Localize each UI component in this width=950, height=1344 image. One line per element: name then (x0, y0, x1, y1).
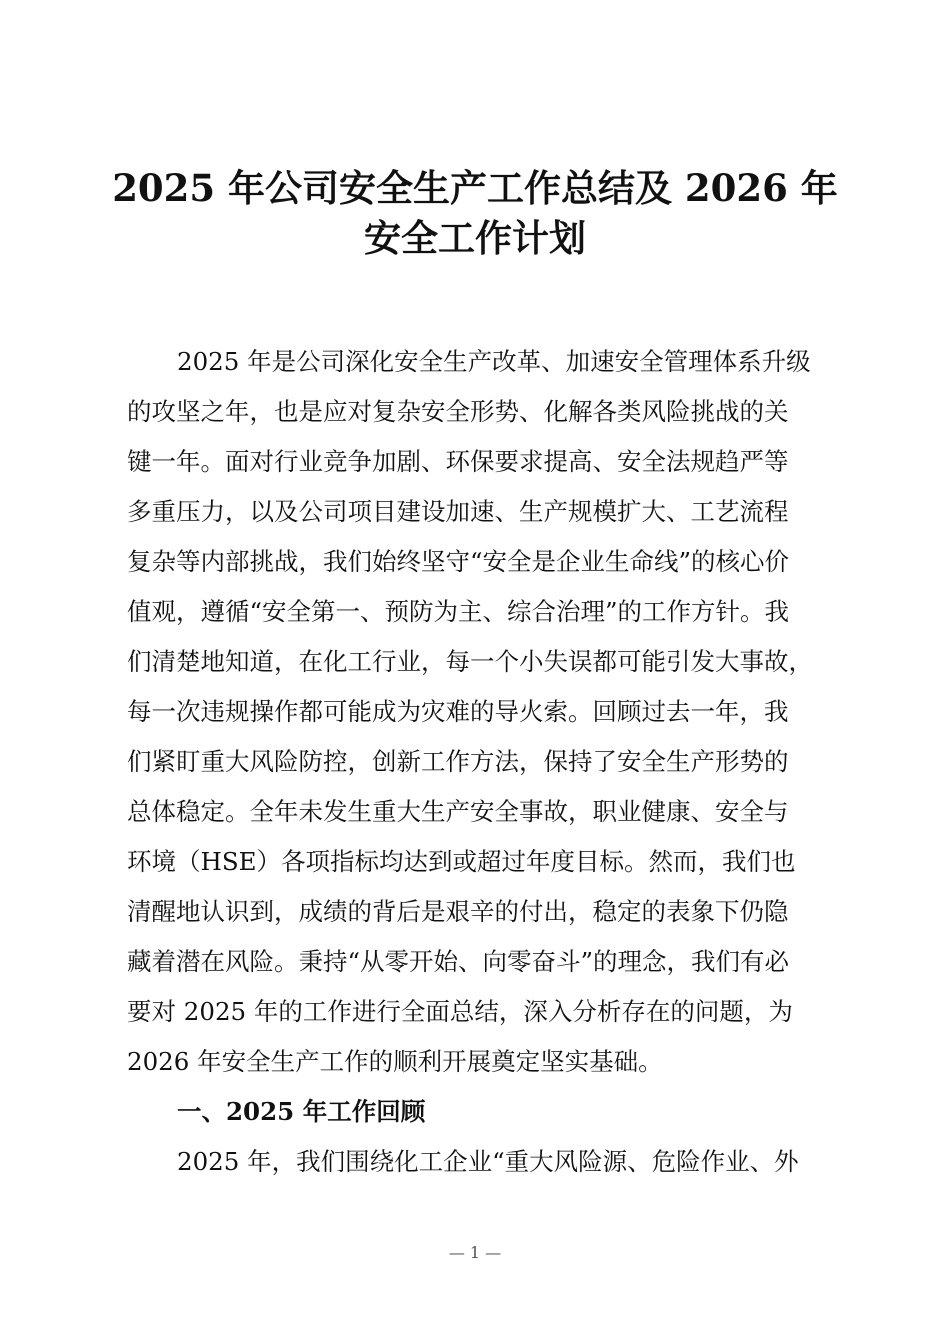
intro-paragraph-line: 们清楚地知道，在化工行业，每一个小失误都可能引发大事故， (127, 647, 813, 676)
intro-paragraph-line: 们紧盯重大风险防控，创新工作方法，保持了安全生产形势的 (127, 747, 789, 776)
intro-paragraph-line: 多重压力，以及公司项目建设加速、生产规模扩大、工艺流程 (127, 497, 789, 526)
intro-paragraph-line: 2025 年是公司深化安全生产改革、加速安全管理体系升级 (177, 347, 811, 376)
intro-paragraph-line: 要对 2025 年的工作进行全面总结，深入分析存在的问题，为 (127, 997, 793, 1026)
intro-paragraph-line: 的攻坚之年，也是应对复杂安全形势、化解各类风险挑战的关 (127, 397, 789, 426)
intro-paragraph-line: 清醒地认识到，成绩的背后是艰辛的付出，稳定的表象下仍隐 (127, 897, 789, 926)
intro-paragraph-line: 总体稳定。全年未发生重大生产安全事故，职业健康、安全与 (127, 797, 789, 826)
intro-paragraph-line: 每一次违规操作都可能成为灾难的导火索。回顾过去一年，我 (127, 697, 789, 726)
intro-paragraph-line: 藏着潜在风险。秉持“从零开始、向零奋斗”的理念，我们有必 (127, 947, 790, 976)
document-title-line-1: 2025 年公司安全生产工作总结及 2026 年 (112, 166, 838, 210)
document-title-line-2: 安全工作计划 (364, 216, 586, 260)
section-heading: 一、2025 年工作回顾 (177, 1097, 426, 1126)
intro-paragraph-line: 键一年。面对行业竞争加剧、环保要求提高、安全法规趋严等 (127, 447, 789, 476)
document-body (127, 337, 823, 1187)
section-paragraph-line: 2025 年，我们围绕化工企业“重大风险源、危险作业、外 (177, 1147, 799, 1176)
intro-paragraph-line: 值观，遵循“安全第一、预防为主、综合治理”的工作方针。我 (127, 597, 790, 626)
intro-paragraph-line: 复杂等内部挑战，我们始终坚守“安全是企业生命线”的核心价 (127, 547, 790, 576)
intro-paragraph-line: 2026 年安全生产工作的顺利开展奠定坚实基础。 (127, 1047, 663, 1076)
page-number: — 1 — (448, 1243, 502, 1262)
intro-paragraph-line: 环境（HSE）各项指标均达到或超过年度目标。然而，我们也 (127, 847, 796, 876)
